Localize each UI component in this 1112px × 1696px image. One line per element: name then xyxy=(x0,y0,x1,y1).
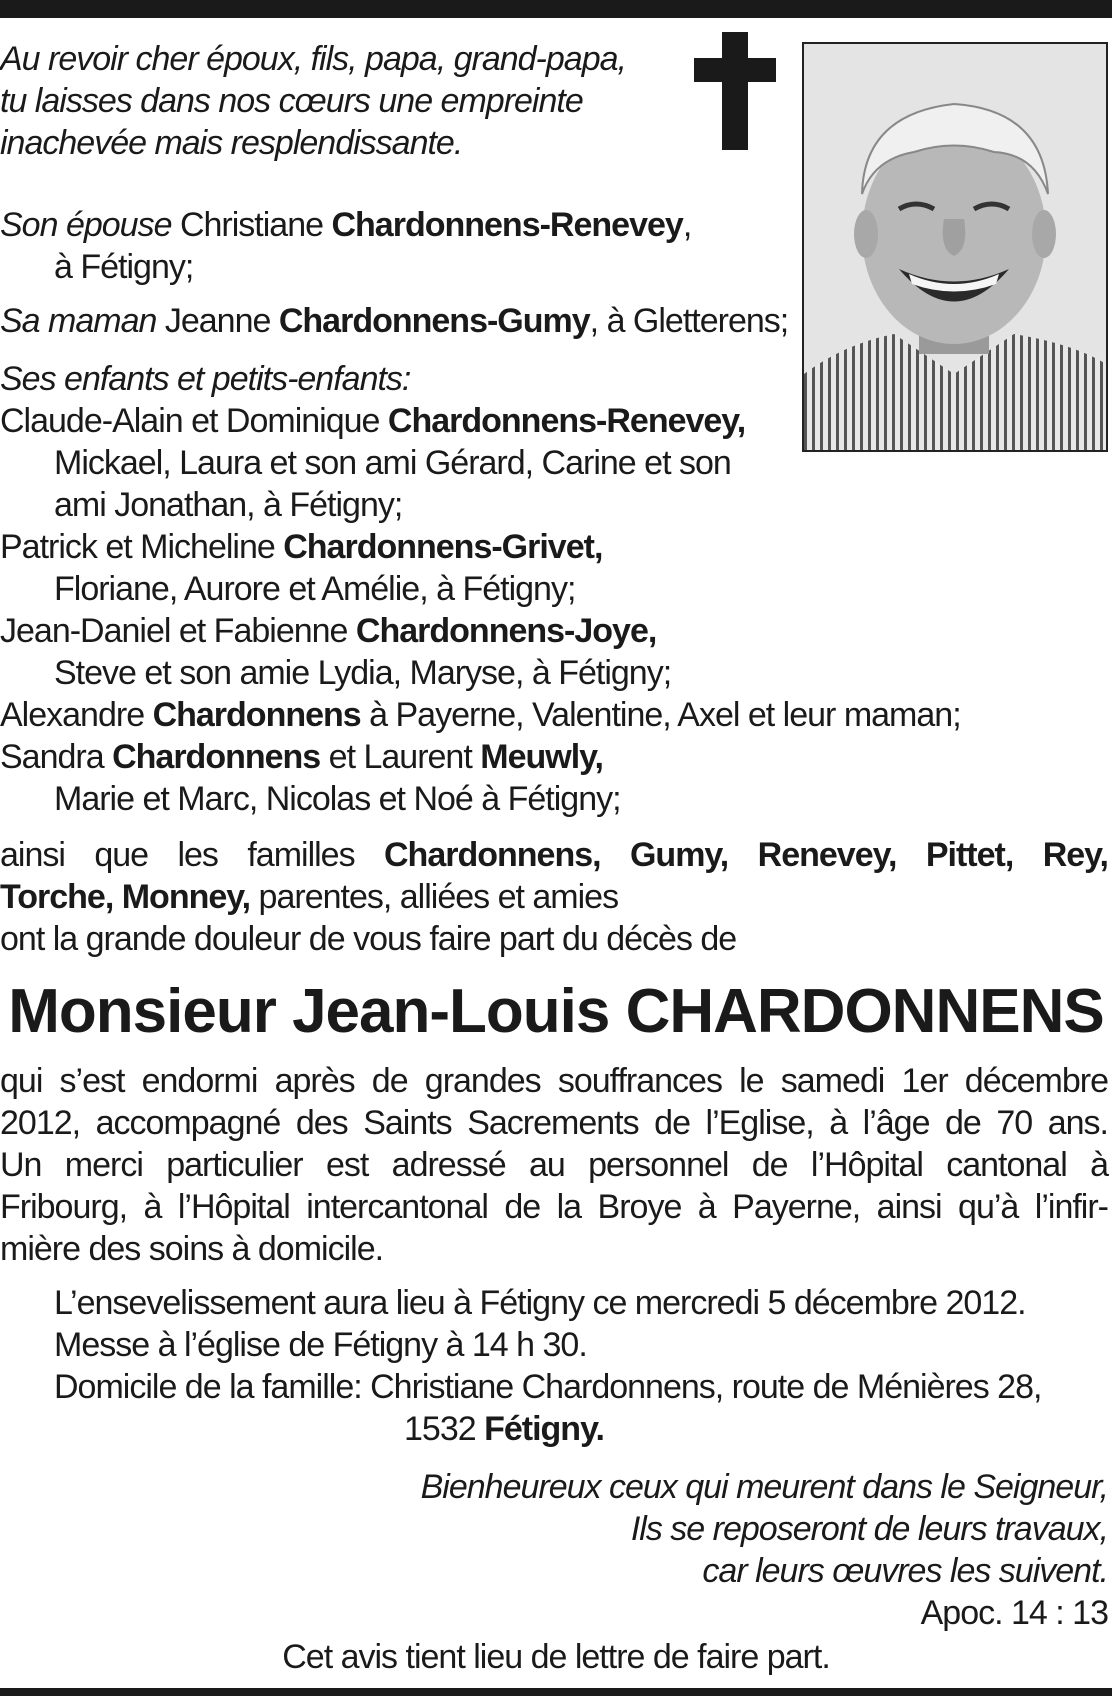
intro-text: Au revoir cher époux, fils, papa, grand-papa, tu laisses dans nos cœurs une empreinte inachevée mais resplendissante. xyxy=(0,40,626,162)
family-entry: Claude-Alain et Dominique Chardonnens-Renevey, xyxy=(0,402,746,440)
bottom-rule xyxy=(0,1688,1112,1696)
announcement-paragraph: qui s’est endormi après de grandes souffrances le samedi 1er décembre 2012, accompagné des Saints Sacrements de l’Eglise, à l’âge de 70 ans. Un merci particulier est adressé au personnel de l’Hôpital cantonal à Fribourg, à l’Hôpital intercantonal de la Broye à Payerne, ainsi qu’à l’infir- mière des soins à domicile. xyxy=(0,1062,1108,1268)
bible-verse: Bienheureux ceux qui meurent dans le Seigneur, Ils se reposeront de leurs travaux, car leurs œuvres les suivent. xyxy=(420,1468,1108,1590)
family-entry: Sandra Chardonnens et Laurent Meuwly, xyxy=(0,738,603,776)
family-address-town: 1532 Fétigny. xyxy=(404,1410,604,1448)
mother-entry: Sa maman Jeanne Chardonnens-Gumy, à Gletterens; xyxy=(0,302,789,340)
deceased-name: Monsieur Jean-Louis CHARDONNENS xyxy=(8,977,1104,1046)
verse-reference: Apoc. 14 : 13 xyxy=(920,1594,1108,1632)
relatives-paragraph: ainsi que les familles Chardonnens, Gumy, Renevey, Pittet, Rey, Torche, Monney, parentes, alliées et amies ont la grande douleur de vous faire part du décès de xyxy=(0,836,1109,958)
family-entry: Patrick et Micheline Chardonnens-Grivet, xyxy=(0,528,603,566)
family-entry: Alexandre Chardonnens à Payerne, Valentine, Axel et leur maman; xyxy=(0,696,961,734)
funeral-details: L’ensevelissement aura lieu à Fétigny ce mercredi 5 décembre 2012. Messe à l’église de Fétigny à 14 h 30. Domicile de la famille: Christiane Chardonnens, route de Ménières 28, 1532 Fétigny. xyxy=(0,1282,1041,1450)
children-list: Ses enfants et petits-enfants: Claude-Alain et Dominique Chardonnens-Renevey, Mickael, Laura et son ami Gérard, Carine et son ami Jonathan, à Fétigny; Patrick et Micheline Chardonnens-Grivet, Floriane, Aurore et Amélie, à Fétigny; Jean-Daniel et Fabienne Chardonnens-Joye, Steve et son amie Lydia, Maryse, à Fétigny; Alexandre Chardonnens à Payerne, Valentine, Axel et leur maman; Sandra Chardonnens et Laurent Meuwly, Marie et Marc, Nicolas et Noé à Fétigny; xyxy=(0,360,961,818)
top-rule xyxy=(0,0,1112,18)
spouse-entry: Son épouse Christiane Chardonnens-Renevey, à Fétigny; xyxy=(0,206,692,286)
closing-note: Cet avis tient lieu de lettre de faire part. xyxy=(282,1638,830,1676)
family-entry: Jean-Daniel et Fabienne Chardonnens-Joye, xyxy=(0,612,657,650)
children-heading: Ses enfants et petits-enfants: xyxy=(0,360,411,398)
latin-cross-icon xyxy=(694,32,776,150)
